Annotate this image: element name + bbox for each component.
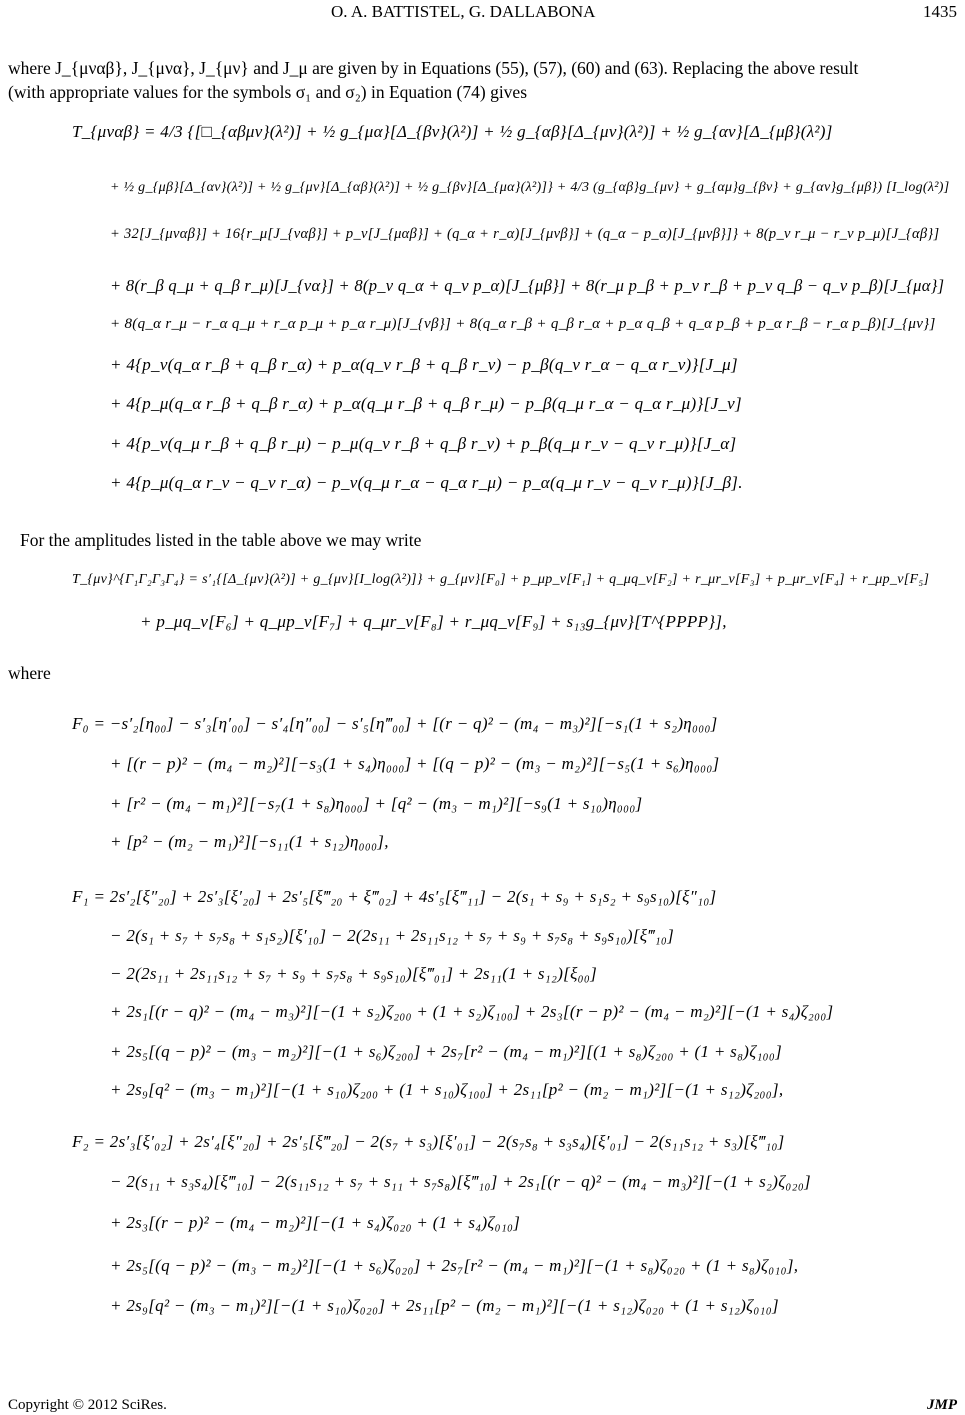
- running-header-authors: O. A. BATTISTEL, G. DALLABONA: [331, 2, 596, 21]
- copyright: Copyright © 2012 SciRes.: [8, 1397, 167, 1413]
- where-label: where: [8, 663, 51, 683]
- intro-line-1: where J_{μναβ}, J_{μνα}, J_{μν} and J_μ are given by in Equations (55), (57), (60) and (63). Replacing the above result: [8, 58, 859, 78]
- eq5-line: + 2s₃[(r − p)² − (m₄ − m₂)²][−(1 + s₄)ζ₀₂₀ + (1 + s₄)ζ₀₁₀]: [110, 1213, 521, 1232]
- eq5-line: − 2(s₁₁ + s₃s₄)[ξ‴₁₀] − 2(s₁₁s₁₂ + s₇ + s₁₁ + s₇s₈)[ξ‴₁₀] + 2s₁[(r − q)² − (m₄ − m₃)²][−(1 + s₂)ζ₀₂₀]: [110, 1172, 811, 1191]
- eq4-line: − 2(s₁ + s₇ + s₇s₈ + s₁s₂)[ξ′₁₀] − 2(2s₁₁ + 2s₁₁s₁₂ + s₇ + s₉ + s₇s₈ + s₉s₁₀)[ξ‴₁₀]: [110, 926, 675, 945]
- eq1-line: + 8(q_α r_μ − r_α q_μ + r_α p_μ + p_α r_μ)[J_{νβ}] + 8(q_α r_β + q_β r_α + p_α q_β + q_α p_β + p_α r_β − r_α p_β)[J_{μν}]: [110, 316, 936, 332]
- eq1-line: + 4{p_μ(q_α r_ν − q_ν r_α) − p_ν(q_μ r_α − q_α r_μ) − p_α(q_μ r_ν − q_ν r_μ)}[J_β].: [110, 473, 743, 492]
- eq3-line: + [(r − p)² − (m₄ − m₂)²][−s₃(1 + s₄)η₀₀₀] + [(q − p)² − (m₃ − m₂)²][−s₅(1 + s₆)η₀₀₀]: [110, 754, 720, 773]
- eq2-line: + p_μq_ν[F₆] + q_μp_ν[F₇] + q_μr_ν[F₈] + r_μq_ν[F₉] + s₁₃g_{μν}[T^{PPPP}],: [140, 612, 727, 631]
- eq4-line: + 2s₅[(q − p)² − (m₃ − m₂)²][−(1 + s₆)ζ₂₀₀] + 2s₇[r² − (m₄ − m₁)²][(1 + s₈)ζ₂₀₀ + (1 + s₈)ζ₁₀₀]: [110, 1042, 782, 1061]
- eq1-line: + ½ g_{μβ}[Δ_{αν}(λ²)] + ½ g_{μν}[Δ_{αβ}(λ²)] + ½ g_{βν}[Δ_{μα}(λ²)]} + 4/3 (g_{αβ}g_{μν} + g_{αμ}g_{βν} + g_{αν}g_{μβ}) [I_log(λ²)]: [110, 180, 950, 195]
- eq4-line: + 2s₁[(r − q)² − (m₄ − m₃)²][−(1 + s₂)ζ₂₀₀ + (1 + s₂)ζ₁₀₀] + 2s₃[(r − p)² − (m₄ − m₂)²][−(1 + s₄)ζ₂₀₀]: [110, 1002, 834, 1021]
- page-number: 1435: [923, 2, 957, 21]
- eq4-line: F₁ = 2s′₂[ξ″₂₀] + 2s′₃[ξ′₂₀] + 2s′₅[ξ‴₂₀ + ξ‴₀₂] + 4s′₅[ξ‴₁₁] − 2(s₁ + s₉ + s₁s₂ + s₉s₁₀)[ξ″₁₀]: [72, 887, 717, 906]
- eq3-line: + [r² − (m₄ − m₁)²][−s₇(1 + s₈)η₀₀₀] + [q² − (m₃ − m₁)²][−s₉(1 + s₁₀)η₀₀₀]: [110, 794, 643, 813]
- eq5-line: + 2s₉[q² − (m₃ − m₁)²][−(1 + s₁₀)ζ₀₂₀] + 2s₁₁[p² − (m₂ − m₁)²][−(1 + s₁₂)ζ₀₂₀ + (1 + s₁₂)ζ₀₁₀]: [110, 1296, 779, 1315]
- eq1-line: T_{μναβ} = 4/3 {[□_{αβμν}(λ²)] + ½ g_{μα}[Δ_{βν}(λ²)] + ½ g_{αβ}[Δ_{μν}(λ²)] + ½ g_{αν}[Δ_{μβ}(λ²)]: [72, 122, 833, 141]
- eq5-line: + 2s₅[(q − p)² − (m₃ − m₂)²][−(1 + s₆)ζ₀₂₀] + 2s₇[r² − (m₄ − m₁)²][−(1 + s₈)ζ₀₂₀ + (1 + s₈)ζ₀₁₀],: [110, 1256, 799, 1275]
- eq1-line: + 4{p_ν(q_α r_β + q_β r_α) + p_α(q_ν r_β + q_β r_ν) − p_β(q_ν r_α − q_α r_ν)}[J_μ]: [110, 355, 738, 374]
- eq3-line: + [p² − (m₂ − m₁)²][−s₁₁(1 + s₁₂)η₀₀₀],: [110, 832, 389, 851]
- eq3-line: F₀ = −s′₂[η₀₀] − s′₃[η′₀₀] − s′₄[η″₀₀] − s′₅[η‴₀₀] + [(r − q)² − (m₄ − m₃)²][−s₁(1 + s₂)η₀₀₀]: [72, 714, 718, 733]
- paragraph-amplitudes: For the amplitudes listed in the table above we may write: [20, 530, 422, 550]
- eq2-line: T_{μν}^{Γ₁Γ₂Γ₃Γ₄} = s′₁{[Δ_{μν}(λ²)] + g_{μν}[I_log(λ²)]} + g_{μν}[F₀] + p_μp_ν[F₁] + q_μq_ν[F₂] + r_μr_ν[F₃] + p_μr_ν[F₄] + r_μp_ν[F₅]: [72, 572, 930, 587]
- eq4-line: − 2(2s₁₁ + 2s₁₁s₁₂ + s₇ + s₉ + s₇s₈ + s₉s₁₀)[ξ‴₀₁] + 2s₁₁(1 + s₁₂)[ξ₀₀]: [110, 964, 598, 983]
- eq5-line: F₂ = 2s′₃[ξ′₀₂] + 2s′₄[ξ″₂₀] + 2s′₅[ξ‴₂₀] − 2(s₇ + s₃)[ξ′₀₁] − 2(s₇s₈ + s₃s₄)[ξ′₀₁] − 2(s₁₁s₁₂ + s₃)[ξ‴₁₀]: [72, 1132, 785, 1151]
- eq1-line: + 8(r_β q_μ + q_β r_μ)[J_{να}] + 8(p_ν q_α + q_ν p_α)[J_{μβ}] + 8(r_μ p_β + p_ν r_β + p_ν q_β − q_ν p_β)[J_{μα}]: [110, 276, 945, 295]
- eq1-line: + 4{p_μ(q_α r_β + q_β r_α) + p_α(q_μ r_β + q_β r_μ) − p_β(q_μ r_α − q_α r_μ)}[J_ν]: [110, 394, 742, 413]
- intro-line-2: (with appropriate values for the symbols σ₁ and σ₂) in Equation (74) gives: [8, 82, 528, 102]
- eq4-line: + 2s₉[q² − (m₃ − m₁)²][−(1 + s₁₀)ζ₂₀₀ + (1 + s₁₀)ζ₁₀₀] + 2s₁₁[p² − (m₂ − m₁)²][−(1 + s₁₂)ζ₂₀₀],: [110, 1080, 784, 1099]
- eq1-line: + 4{p_ν(q_μ r_β + q_β r_μ) − p_μ(q_ν r_β + q_β r_ν) + p_β(q_μ r_ν − q_ν r_μ)}[J_α]: [110, 434, 737, 453]
- journal-abbrev: JMP: [927, 1397, 957, 1413]
- eq1-line: + 32[J_{μναβ}] + 16{r_μ[J_{ναβ}] + p_ν[J_{μαβ}] + (q_α + r_α)[J_{μνβ}] + (q_α − p_α)[J_{μνβ}]} + 8(p_ν r_μ − r_ν p_μ)[J_{αβ}]: [110, 226, 940, 242]
